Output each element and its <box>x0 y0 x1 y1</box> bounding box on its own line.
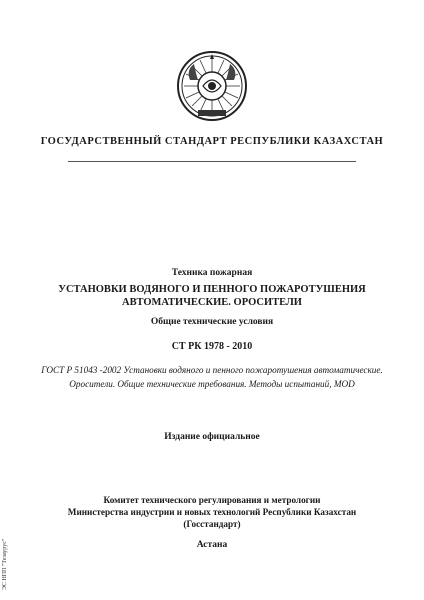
edition-label: Издание официальное <box>164 432 260 442</box>
document-title-line2: АВТОМАТИЧЕСКИЕ. ОРОСИТЕЛИ <box>122 297 302 308</box>
sidebar-watermark-note: ЭС НПП "Тезаурус" <box>2 538 8 590</box>
organization-line3: (Госстандарт) <box>183 519 241 529</box>
document-subtitle: Общие технические условия <box>150 317 274 327</box>
standard-code: СТ РК 1978 - 2010 <box>171 341 253 352</box>
document-title-line1: УСТАНОВКИ ВОДЯНОГО И ПЕННОГО ПОЖАРОТУШЕНИЯ <box>58 284 366 295</box>
state-standard-heading: ГОСУДАРСТВЕННЫЙ СТАНДАРТ РЕСПУБЛИКИ КАЗАХСТАН <box>40 136 384 147</box>
organization-line1: Комитет технического регулирования и метрологии <box>103 495 321 505</box>
gost-reference-line2: Оросители. Общие технические требования. Методы испытаний, MOD <box>69 379 355 389</box>
organization-line2: Министерства индустрии и новых технологий Республики Казахстан <box>67 507 357 517</box>
state-emblem-icon <box>176 50 248 122</box>
document-category: Техника пожарная <box>171 268 253 278</box>
city-label: Астана <box>196 540 228 550</box>
gost-reference-line1: ГОСТ Р 51043 -2002 Установки водяного и пенного пожаротушения автоматические. <box>41 365 383 375</box>
header-divider <box>68 161 356 162</box>
